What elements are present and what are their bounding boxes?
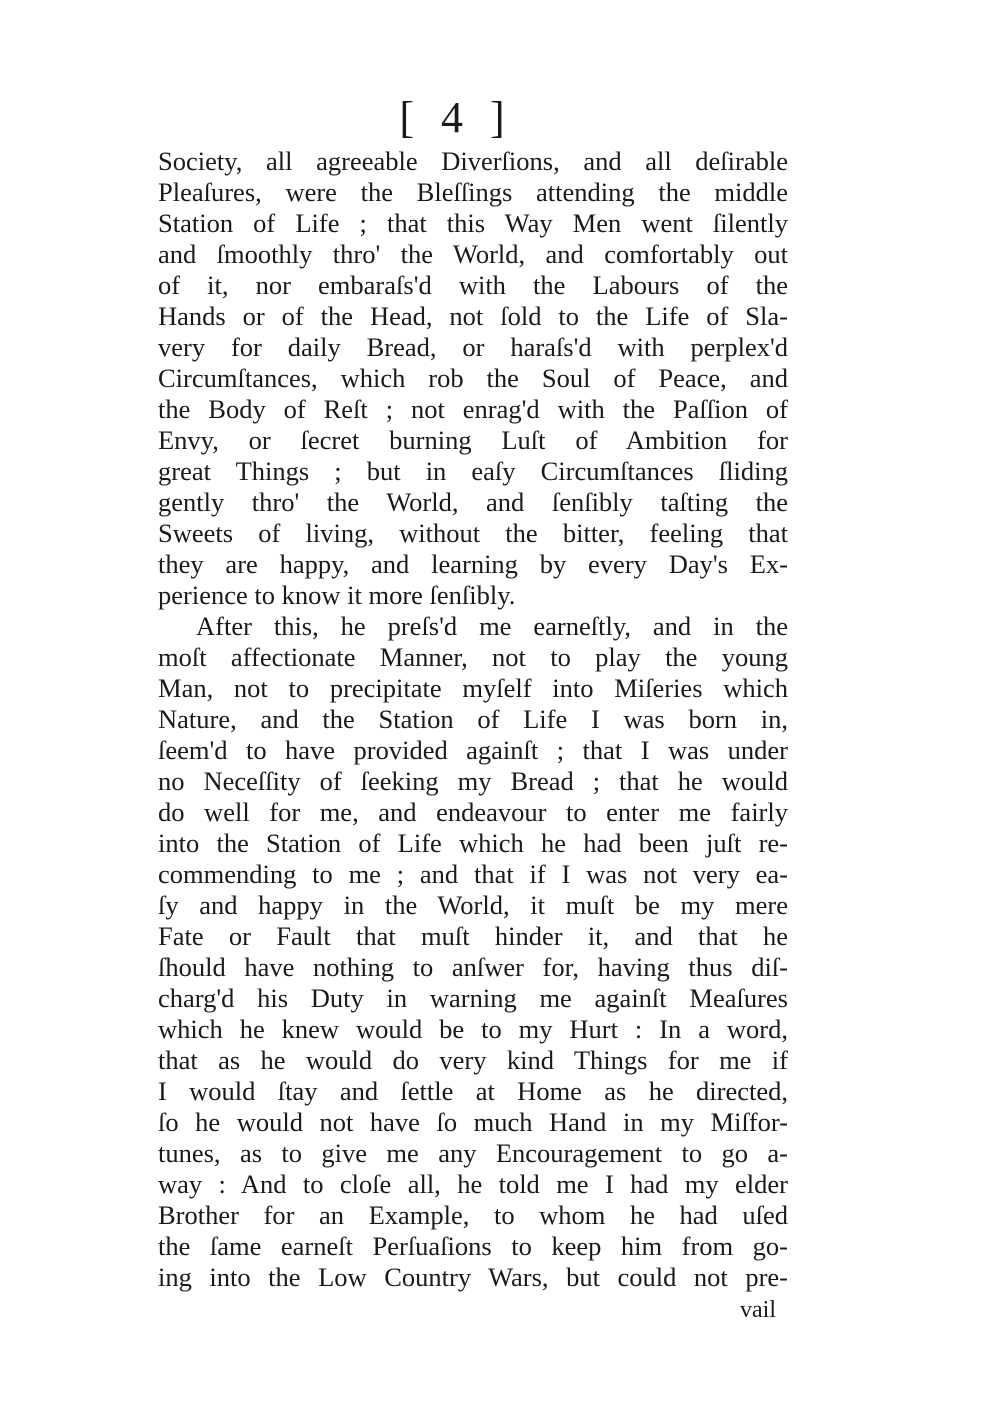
text-line: Hands or of the Head, not ſold to the Life of Sla- [158, 301, 788, 331]
catchword: vail [740, 1297, 776, 1323]
text-line: no Neceſſity of ſeeking my Bread ; that he would [158, 766, 788, 796]
text-line: After this, he preſs'd me earneſtly, and in the [196, 611, 788, 641]
text-line: that as he would do very kind Things for me if [158, 1045, 788, 1075]
text-line: and ſmoothly thro' the World, and comfortably out [158, 239, 788, 269]
text-line: which he knew would be to my Hurt : In a word, [158, 1014, 788, 1044]
text-line: the ſame earneſt Perſuaſions to keep him from go- [158, 1231, 788, 1261]
text-line: ſo he would not have ſo much Hand in my Miſfor- [158, 1107, 788, 1137]
text-line: Station of Life ; that this Way Men went ſilently [158, 208, 788, 238]
text-line: charg'd his Duty in warning me againſt Meaſures [158, 983, 788, 1013]
text-line: commending to me ; and that if I was not very ea- [158, 859, 788, 889]
text-line: I would ſtay and ſettle at Home as he directed, [158, 1076, 788, 1106]
body-text [158, 146, 788, 1293]
text-line: ing into the Low Country Wars, but could not pre- [158, 1262, 788, 1292]
text-line: Envy, or ſecret burning Luſt of Ambition for [158, 425, 788, 455]
text-line: moſt affectionate Manner, not to play the young [158, 642, 788, 672]
text-line: great Things ; but in eaſy Circumſtances ſliding [158, 456, 788, 486]
text-line: Man, not to precipitate myſelf into Miſeries which [158, 673, 788, 703]
text-line: ſhould have nothing to anſwer for, having thus diſ- [158, 952, 788, 982]
text-line: do well for me, and endeavour to enter me fairly [158, 797, 788, 827]
text-line: the Body of Reſt ; not enrag'd with the Paſſion of [158, 394, 788, 424]
text-line: Fate or Fault that muſt hinder it, and that he [158, 921, 788, 951]
text-line: ſeem'd to have provided againſt ; that I was under [158, 735, 788, 765]
text-line: of it, nor embaraſs'd with the Labours of the [158, 270, 788, 300]
text-line: ſy and happy in the World, it muſt be my mere [158, 890, 788, 920]
text-line: they are happy, and learning by every Day's Ex- [158, 549, 788, 579]
text-line: Brother for an Example, to whom he had uſed [158, 1200, 788, 1230]
text-line: into the Station of Life which he had been juſt re- [158, 828, 788, 858]
text-line: way : And to cloſe all, he told me I had my elder [158, 1169, 788, 1199]
text-line: Pleaſures, were the Bleſſings attending the middle [158, 177, 788, 207]
text-line: Society, all agreeable Diverſions, and all deſirable [158, 146, 788, 176]
text-line: Sweets of living, without the bitter, feeling that [158, 518, 788, 548]
text-line: very for daily Bread, or haraſs'd with perplex'd [158, 332, 788, 362]
page-number-header: [ 4 ] [399, 93, 513, 142]
text-line: perience to know it more ſenſibly. [158, 580, 516, 610]
text-line: gently thro' the World, and ſenſibly taſting the [158, 487, 788, 517]
text-line: tunes, as to give me any Encouragement to go a- [158, 1138, 788, 1168]
text-line: Circumſtances, which rob the Soul of Peace, and [158, 363, 788, 393]
text-line: Nature, and the Station of Life I was born in, [158, 704, 788, 734]
